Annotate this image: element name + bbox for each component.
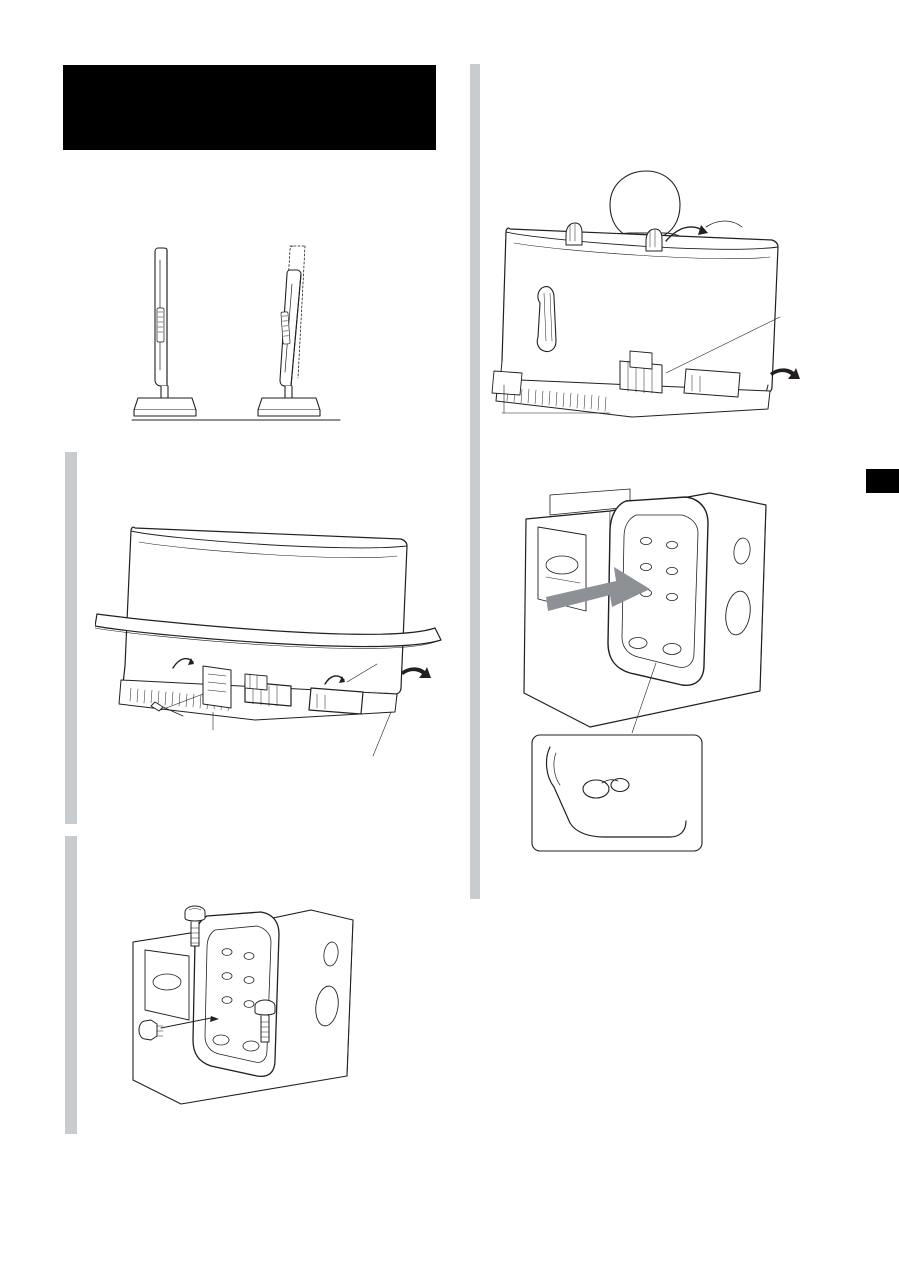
tv-profile-left xyxy=(134,248,196,416)
figure-bracket-insert xyxy=(510,485,850,875)
rotate-arrow-marker xyxy=(401,667,431,678)
rotate-arrow-marker xyxy=(770,368,800,379)
section-accent-bar-2 xyxy=(65,836,77,1134)
tv-profile-right xyxy=(258,246,320,416)
figure-tv-rear-cover-removal xyxy=(95,498,445,788)
figure-tv-side-profiles xyxy=(130,230,390,435)
figure-tv-lift-person xyxy=(480,145,870,445)
title-block xyxy=(63,65,436,150)
section-accent-bar-1 xyxy=(65,452,77,824)
figure-bracket-screws xyxy=(115,890,385,1130)
page-tab-marker xyxy=(866,469,899,493)
column-divider xyxy=(470,64,480,899)
supporting-hand xyxy=(537,287,556,352)
detail-inset xyxy=(532,735,702,851)
